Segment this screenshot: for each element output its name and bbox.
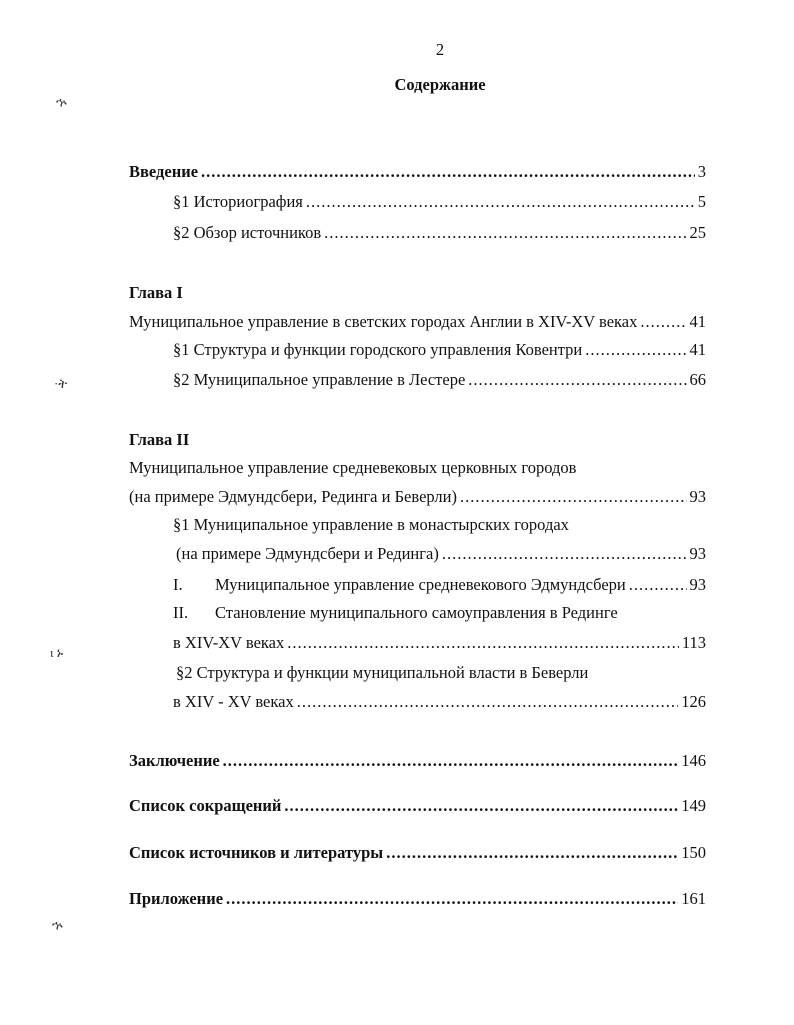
entry-title: Заключение [129, 751, 220, 770]
toc-entry [173, 192, 706, 212]
toc-entry [129, 283, 183, 303]
entry-title: Приложение [129, 889, 224, 908]
dot-leader [226, 889, 678, 909]
dot-leader [460, 487, 687, 507]
dot-leader [306, 192, 695, 212]
margin-mark-icon: ·ት [54, 376, 68, 391]
dot-leader [386, 843, 678, 863]
toc-entry [173, 370, 706, 390]
toc-entry [129, 751, 706, 771]
entry-page: 150 [681, 843, 706, 862]
entry-page: 93 [689, 487, 706, 506]
toc-entry [176, 544, 706, 564]
toc-entry [129, 843, 706, 863]
entry-page: 41 [689, 312, 706, 331]
toc-entry [173, 515, 569, 535]
entry-title: (на примере Эдмундсбери, Рединга и Беверли) [129, 487, 457, 506]
entry-title: Муниципальное управление средневековых церковных городов [129, 458, 577, 477]
entry-title: Список сокращений [129, 796, 282, 815]
entry-page: 41 [689, 340, 706, 359]
dot-leader [201, 162, 695, 182]
entry-page: 126 [681, 692, 706, 711]
entry-title: Становление муниципального самоуправления в Рединге [215, 603, 618, 622]
dot-leader [468, 370, 686, 390]
toc-entry [129, 430, 189, 450]
entry-page: 161 [681, 889, 706, 908]
toc-entry [173, 340, 706, 360]
toc-entry [173, 692, 706, 712]
entry-title: Муниципальное управление в светских городах Англии в XIV-XV веках [129, 312, 638, 331]
margin-mark-icon: ι ኑ [50, 645, 64, 660]
dot-leader [585, 340, 686, 360]
toc-entry [129, 889, 706, 909]
entry-page: 93 [689, 544, 706, 563]
margin-mark-icon: ኍ [52, 918, 63, 933]
toc-entry [173, 603, 618, 623]
dot-leader [287, 633, 679, 653]
toc-entry [173, 633, 706, 653]
page-number: 2 [435, 40, 445, 59]
entry-page: 5 [697, 192, 706, 211]
entry-page: 3 [697, 162, 706, 181]
entry-title: §1 Историография [173, 192, 303, 211]
entry-page: 25 [689, 223, 706, 242]
dot-leader [442, 544, 687, 564]
entry-number: I. [173, 575, 183, 594]
entry-title: Муниципальное управление средневекового Эдмундсбери [215, 575, 626, 594]
entry-page: 146 [681, 751, 706, 770]
toc-entry [173, 575, 706, 595]
entry-page: 93 [689, 575, 706, 594]
entry-title: Введение [129, 162, 199, 181]
margin-mark-icon: ኍ [56, 95, 67, 110]
entry-title: в XIV - XV веках [173, 692, 294, 711]
entry-title: (на примере Эдмундсбери и Рединга) [176, 544, 439, 563]
entry-title: Глава I [129, 283, 183, 302]
entry-title: §2 Структура и функции муниципальной власти в Беверли [176, 663, 589, 682]
entry-title: Глава II [129, 430, 190, 449]
entry-page: 66 [689, 370, 706, 389]
entry-number: II. [173, 603, 189, 622]
toc-entry [129, 162, 706, 182]
entry-page: 113 [681, 633, 706, 652]
dot-leader [297, 692, 679, 712]
entry-title: §1 Муниципальное управление в монастырских городах [173, 515, 569, 534]
toc-entry [129, 487, 706, 507]
entry-title: §2 Обзор источников [173, 223, 322, 242]
dot-leader [284, 796, 678, 816]
dot-leader [223, 751, 679, 771]
toc-entry [129, 312, 706, 332]
entry-title: §1 Структура и функции городского управления Ковентри [173, 340, 583, 359]
entry-page: 149 [681, 796, 706, 815]
dot-leader [324, 223, 686, 243]
entry-title: Список источников и литературы [129, 843, 384, 862]
dot-leader [640, 312, 686, 332]
entry-title: в XIV-XV веках [173, 633, 285, 652]
toc-entry [129, 796, 706, 816]
page-title: Содержание [394, 75, 486, 94]
toc-entry [173, 223, 706, 243]
dot-leader [629, 575, 687, 595]
toc-entry [129, 458, 576, 478]
toc-entry [176, 663, 588, 683]
entry-title: §2 Муниципальное управление в Лестере [173, 370, 466, 389]
